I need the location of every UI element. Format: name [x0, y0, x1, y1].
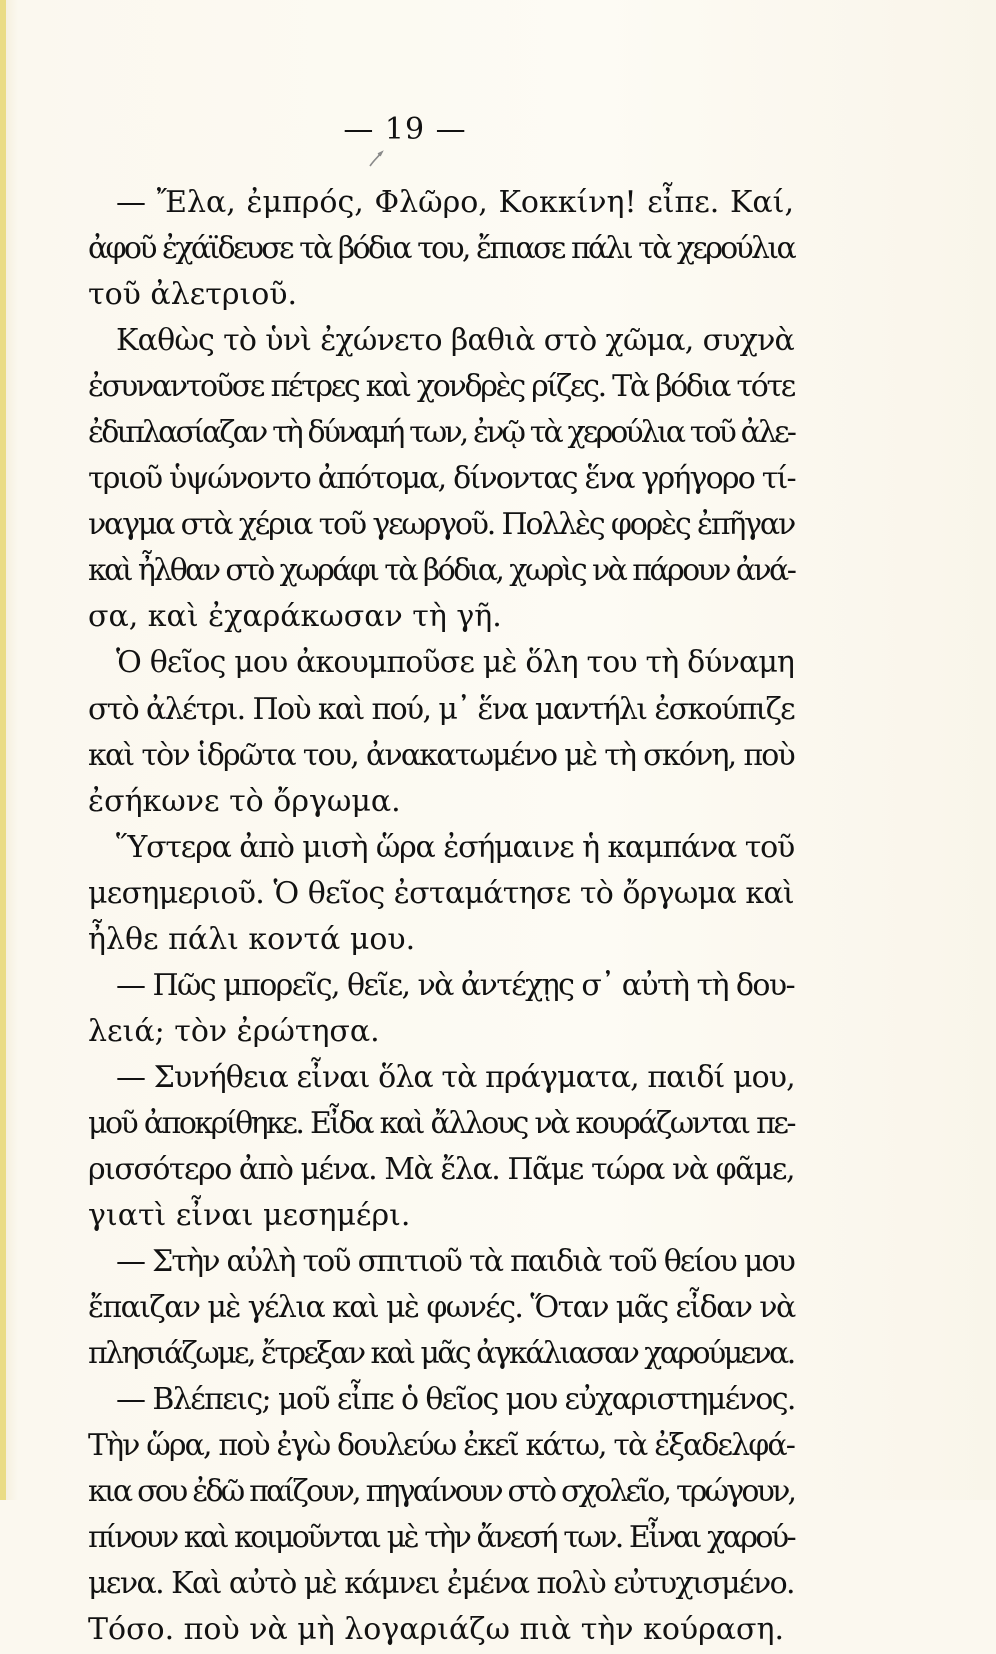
text-line: ἦλθε πάλι κοντά μου.: [88, 921, 416, 957]
text-line: Ὁ θεῖος μου ἀκουμποῦσε μὲ ὅλη του τὴ δύναμη: [116, 645, 794, 681]
text-line: κια σου ἐδῶ παίζουν, πηγαίνουν στὸ σχολεῖο, τρώγουν,: [88, 1474, 795, 1510]
text-line: — Στὴν αὐλὴ τοῦ σπιτιοῦ τὰ παιδιὰ τοῦ θείου μου: [116, 1244, 794, 1280]
text-line: Ὕστερα ἀπὸ μισὴ ὥρα ἐσήμαινε ἡ καμπάνα τοῦ: [116, 829, 794, 865]
text-line: ἐσήκωνε τὸ ὄργωμα.: [88, 783, 401, 819]
text-line: τριοῦ ὑψώνοντο ἀπότομα, δίνοντας ἕνα γρήγορο τί-: [88, 461, 795, 497]
text-line: μοῦ ἀποκρίθηκε. Εἶδα καὶ ἄλλους νὰ κουράζωνται πε-: [88, 1105, 794, 1141]
text-line: πίνουν καὶ κοιμοῦνται μὲ τὴν ἄνεσή των. Εἶναι χαρού-: [88, 1520, 794, 1556]
text-line: γιατὶ εἶναι μεσημέρι.: [88, 1198, 411, 1234]
text-line: Καθὼς τὸ ὑνὶ ἐχώνετο βαθιὰ στὸ χῶμα, συχνὰ: [116, 323, 794, 359]
text-line: — Βλέπεις; μοῦ εἶπε ὁ θεῖος μου εὐχαριστημένος.: [116, 1382, 795, 1418]
text-line: — Πῶς μπορεῖς, θεῖε, νὰ ἀντέχῃς σ᾽ αὐτὴ τὴ δου-: [116, 967, 794, 1003]
text-line: μενα. Καὶ αὐτὸ μὲ κάμνει ἐμένα πολὺ εὐτυχισμένο.: [88, 1566, 794, 1602]
page-edge: [0, 0, 6, 1500]
text-line: καὶ τὸν ἱδρῶτα του, ἀνακατωμένο μὲ τὴ σκόνη, ποὺ: [88, 737, 794, 773]
text-line: Τόσο. ποὺ νὰ μὴ λογαριάζω πιὰ τὴν κούραση.: [88, 1612, 785, 1648]
text-line: ρισσότερο ἀπὸ μένα. Μὰ ἔλα. Πᾶμε τώρα νὰ φᾶμε,: [88, 1151, 794, 1187]
text-line: στὸ ἀλέτρι. Ποὺ καὶ πού, μ᾽ ἕνα μαντήλι ἐσκούπιζε: [88, 691, 794, 727]
text-line: — Συνήθεια εἶναι ὅλα τὰ πράγματα, παιδί μου,: [116, 1059, 795, 1095]
text-line: ἀφοῦ ἐχάϊδευσε τὰ βόδια του, ἔπιασε πάλι τὰ χερούλια: [88, 231, 794, 267]
text-line: πλησιάζωμε, ἔτρεξαν καὶ μᾶς ἀγκάλιασαν χαρούμενα.: [88, 1336, 794, 1372]
text-line: τοῦ ἀλετριοῦ.: [88, 277, 298, 313]
text-line: σα, καὶ ἐχαράκωσαν τὴ γῆ.: [88, 599, 502, 635]
text-line: ἐδιπλασίαζαν τὴ δύναμή των, ἐνῷ τὰ χερούλια τοῦ ἀλε-: [88, 415, 794, 451]
text-line: καὶ ἦλθαν στὸ χωράφι τὰ βόδια, χωρὶς νὰ πάρουν ἀνά-: [88, 553, 795, 589]
text-line: ναγμα στὰ χέρια τοῦ γεωργοῦ. Πολλὲς φορὲς ἐπῆγαν: [88, 507, 794, 543]
text-line: λειά; τὸν ἐρώτησα.: [88, 1013, 380, 1049]
text-line: — Ἔλα, ἐμπρός, Φλῶρο, Κοκκίνη! εἶπε. Καί,: [116, 185, 794, 220]
text-line: μεσημεριοῦ. Ὁ θεῖος ἐσταμάτησε τὸ ὄργωμα καὶ: [88, 875, 794, 911]
text-line: ἔπαιζαν μὲ γέλια καὶ μὲ φωνές. Ὅταν μᾶς εἶδαν νὰ: [88, 1290, 795, 1326]
page-number: — 19 —: [343, 112, 467, 147]
flourish-mark-icon: [364, 148, 386, 170]
text-line: ἐσυναντοῦσε πέτρες καὶ χονδρὲς ρίζες. Τὰ βόδια τότε: [88, 369, 794, 405]
text-line: Τὴν ὥρα, ποὺ ἐγὼ δουλεύω ἐκεῖ κάτω, τὰ ἐξαδελφά-: [88, 1428, 794, 1464]
body-text: [88, 180, 794, 1654]
